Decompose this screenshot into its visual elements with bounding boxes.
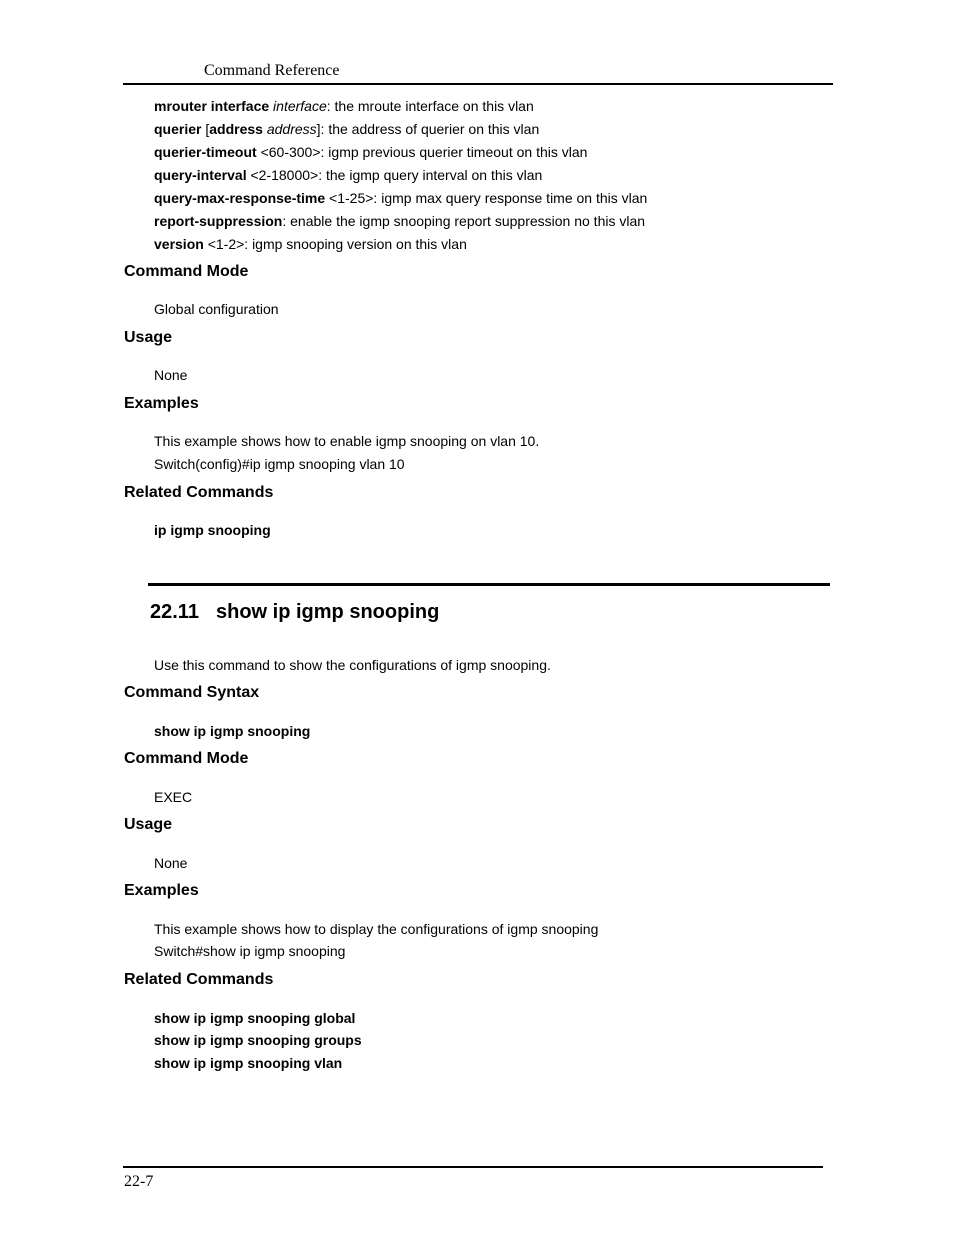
related-command-item: show ip igmp snooping vlan <box>154 1055 343 1071</box>
param-keyword: querier-timeout <box>154 144 257 160</box>
param-description: <60-300>: igmp previous querier timeout on this vlan <box>256 144 588 160</box>
page-number: 22-7 <box>124 1173 154 1190</box>
example-command: Switch(config)#ip igmp snooping vlan 10 <box>154 456 405 472</box>
param-querier-timeout <box>154 144 587 160</box>
related-commands-heading: Related Commands <box>124 971 274 988</box>
section-number: 22.11 <box>150 601 199 623</box>
param-description: : the address of querier on this vlan <box>320 121 540 137</box>
examples-heading: Examples <box>124 395 199 412</box>
param-description: <1-25>: igmp max query response time on this vlan <box>325 190 648 206</box>
param-query-max-response-time <box>154 190 647 206</box>
param-keyword: mrouter interface <box>154 98 270 114</box>
param-description: <2-18000>: the igmp query interval on this vlan <box>246 167 543 183</box>
section-intro: Use this command to show the configurations of igmp snooping. <box>154 657 551 673</box>
running-header: Command Reference <box>204 62 340 79</box>
param-description: : the mroute interface on this vlan <box>326 98 534 114</box>
param-keyword: report-suppression <box>154 213 283 229</box>
section-title <box>150 600 439 624</box>
related-command-item: show ip igmp snooping global <box>154 1010 356 1026</box>
command-syntax-text: show ip igmp snooping <box>154 723 311 739</box>
param-argument: address <box>266 121 317 137</box>
param-keyword: query-max-response-time <box>154 190 326 206</box>
command-mode-heading: Command Mode <box>124 263 249 280</box>
usage-heading: Usage <box>124 329 173 346</box>
examples-heading: Examples <box>124 882 199 899</box>
example-command: Switch#show ip igmp snooping <box>154 943 346 959</box>
param-keyword: querier <box>154 121 202 137</box>
param-report-suppression <box>154 213 645 229</box>
footer-rule <box>123 1166 823 1168</box>
related-command-item: ip igmp snooping <box>154 522 271 538</box>
example-description: This example shows how to display the configurations of igmp snooping <box>154 921 599 937</box>
param-version <box>154 236 467 252</box>
usage-text: None <box>154 367 188 383</box>
section-rule <box>148 583 830 586</box>
example-description: This example shows how to enable igmp snooping on vlan 10. <box>154 433 540 449</box>
param-keyword: address <box>209 121 263 137</box>
param-keyword: version <box>154 236 204 252</box>
related-commands-heading: Related Commands <box>124 484 274 501</box>
related-command-item: show ip igmp snooping groups <box>154 1032 362 1048</box>
usage-heading: Usage <box>124 816 173 833</box>
param-argument: interface <box>273 98 327 114</box>
header-rule <box>123 83 833 85</box>
command-mode-text: Global configuration <box>154 301 279 317</box>
usage-text: None <box>154 855 188 871</box>
param-query-interval <box>154 167 542 183</box>
param-description: <1-2>: igmp snooping version on this vlan <box>203 236 467 252</box>
param-mrouter-interface <box>154 98 534 114</box>
command-mode-heading: Command Mode <box>124 750 249 767</box>
param-description: : enable the igmp snooping report suppression no this vlan <box>282 213 646 229</box>
command-mode-text: EXEC <box>154 789 193 805</box>
param-querier: querier [address address]: the address of querier on this vlan <box>154 121 540 137</box>
section-name: show ip igmp snooping <box>216 601 440 623</box>
command-syntax-heading: Command Syntax <box>124 684 260 701</box>
param-keyword: query-interval <box>154 167 247 183</box>
